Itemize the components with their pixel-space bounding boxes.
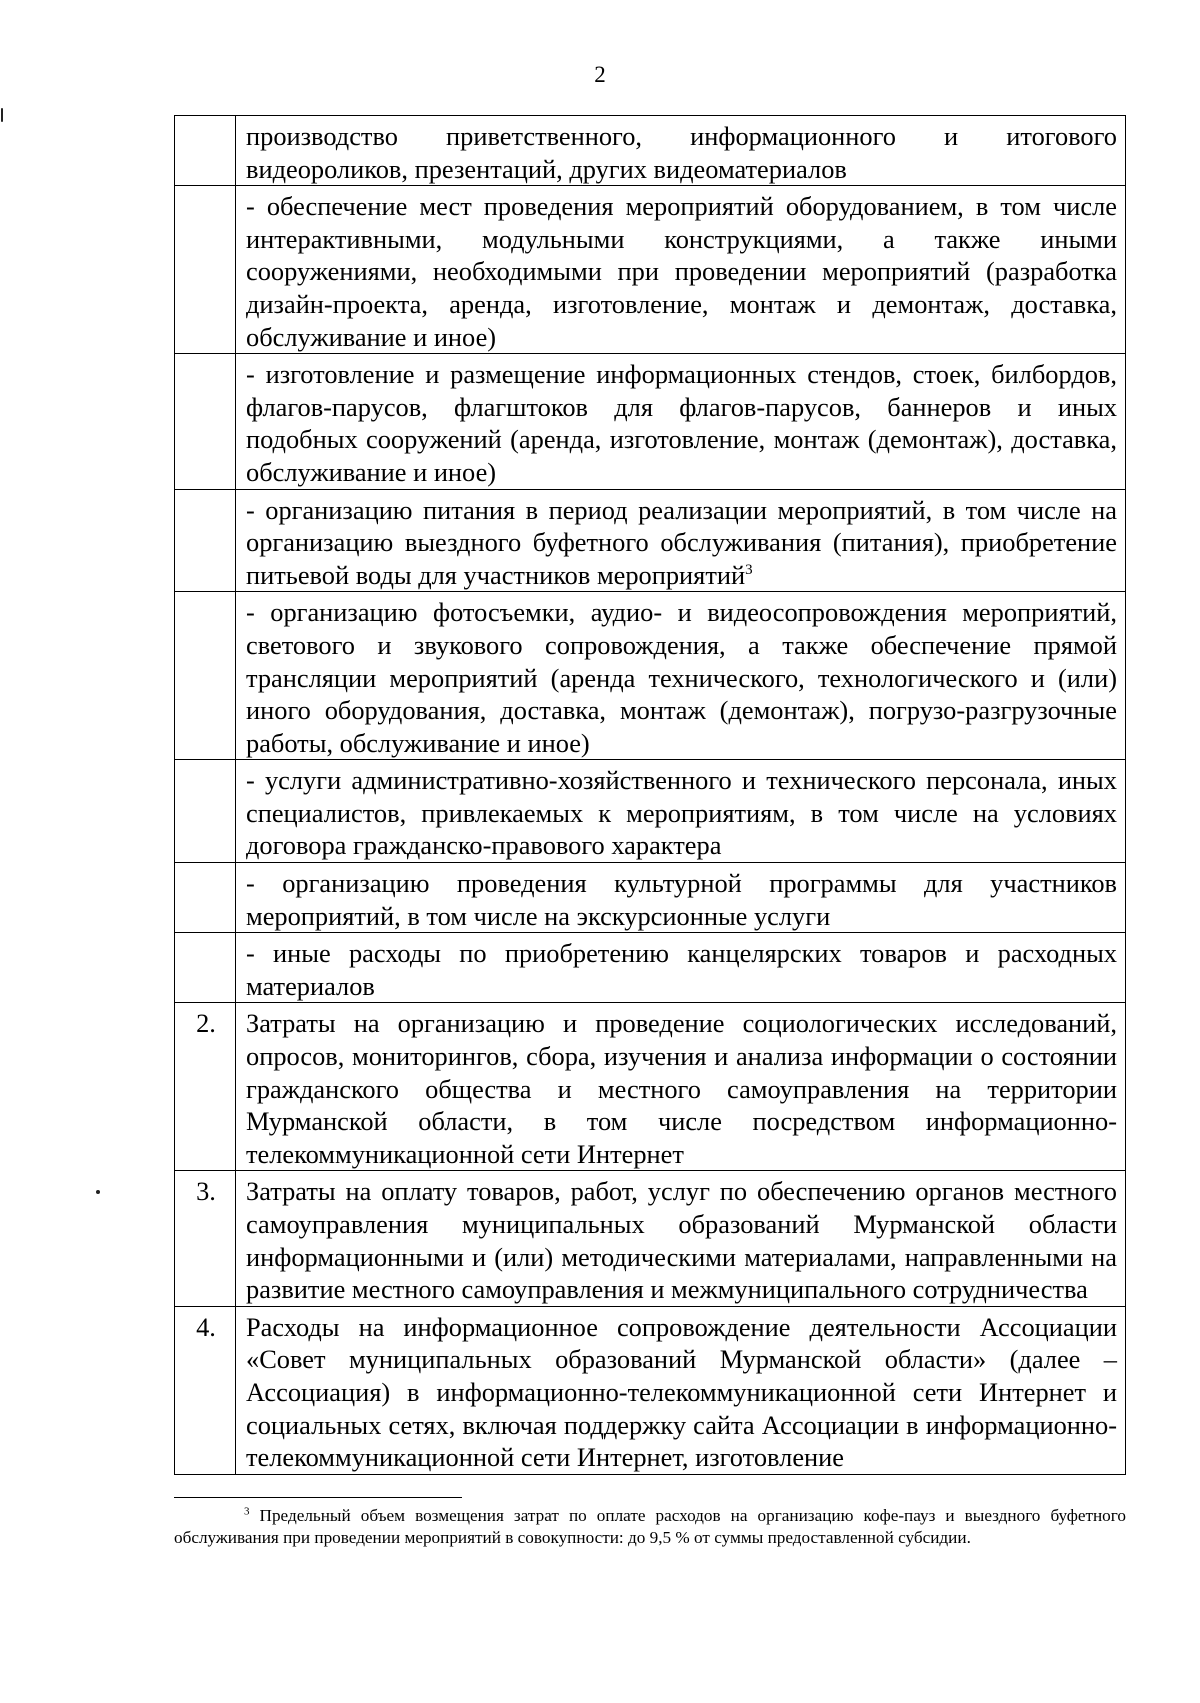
table-row (175, 1003, 1126, 1171)
footnote-text: Предельный объем возмещения затрат по оплате расходов на организацию кофе-пауз и выездного буфетного обслуживания при проведении мероприятий в совокупности: до 9,5 % от суммы предоставленной субсидии. (174, 1506, 1126, 1547)
row-number-cell: 2. (175, 1003, 236, 1171)
footnote (174, 1505, 1126, 1549)
expense-table-body (175, 116, 1126, 1475)
footnote-marker: 3 (244, 1505, 250, 1518)
row-text-cell (236, 1171, 1126, 1306)
row-number-cell (175, 186, 236, 354)
table-row (175, 489, 1126, 592)
row-text-cell (236, 592, 1126, 760)
row-number-cell (175, 592, 236, 760)
footnote-divider (174, 1497, 462, 1498)
row-number-cell (175, 116, 236, 186)
table-row (175, 1171, 1126, 1306)
table-row (175, 1306, 1126, 1474)
scan-speck (96, 1190, 100, 1194)
row-text-cell (236, 760, 1126, 863)
scan-speck (1, 108, 3, 122)
table-row (175, 863, 1126, 933)
row-number-cell (175, 354, 236, 489)
row-number-cell (175, 863, 236, 933)
row-text: - услуги административно-хозяйственного и технического персонала, иных специалистов, привлекаемых к мероприятиям, в том числе на условиях договора гражданско-правового характера (246, 765, 1117, 861)
row-text: - организацию проведения культурной программы для участников мероприятий, в том числе на экскурсионные услуги (246, 868, 1117, 931)
row-text: - изготовление и размещение информационных стендов, стоек, билбордов, флагов-парусов, флагштоков для флагов-парусов, баннеров и иных подобных сооружений (аренда, изготовление, монтаж (демонтаж), доставка, обслуживание и иное) (246, 359, 1117, 487)
table-row (175, 933, 1126, 1003)
row-text-cell (236, 186, 1126, 354)
row-text: - организацию фотосъемки, аудио- и видеосопровождения мероприятий, светового и звукового сопровождения, а также обеспечение прямой трансляции мероприятий (аренда технического, технологического и (или) иного оборудования, доставка, монтаж (демонтаж), погрузо-разгрузочные работы, обслуживание и иное) (246, 597, 1117, 758)
row-text: Расходы на информационное сопровождение деятельности Ассоциации «Совет муниципальных образований Мурманской области» (далее – Ассоциация) в информационно-телекоммуникационной сети Интернет и социальных сетях, включая поддержку сайта Ассоциации в информационно-телекоммуникационной сети Интернет, изготовление (246, 1311, 1117, 1473)
row-text-cell (236, 933, 1126, 1003)
row-number-cell (175, 760, 236, 863)
row-text-cell (236, 1003, 1126, 1171)
row-text-cell (236, 116, 1126, 186)
row-text: Затраты на оплату товаров, работ, услуг по обеспечению органов местного самоуправления муниципальных образований Мурманской области информационными и (или) методическими материалами, направленными на развитие местного самоуправления и межмуниципального сотрудничества (246, 1176, 1117, 1305)
page-number: 2 (594, 62, 606, 87)
row-text: - обеспечение мест проведения мероприятий оборудованием, в том числе интерактивными, модульными конструкциями, а также иными сооружениями, необходимыми при проведении мероприятий (разработка дизайн-проекта, аренда, изготовление, монтаж и демонтаж, доставка, обслуживание и иное) (246, 191, 1117, 352)
row-number-cell (175, 933, 236, 1003)
row-text: Затраты на организацию и проведение социологических исследований, опросов, мониторингов, сбора, изучения и анализа информации о состоянии гражданского общества и местного самоуправления на территории Мурманской области, в том числе посредством информационно-телекоммуникационной сети Интернет (246, 1008, 1117, 1169)
table-row (175, 592, 1126, 760)
row-number-cell: 4. (175, 1306, 236, 1474)
row-text: - организацию питания в период реализации мероприятий, в том числе на организацию выездного буфетного обслуживания (питания), приобретение питьевой воды для участников мероприятий (246, 494, 1117, 590)
row-number-cell: 3. (175, 1171, 236, 1306)
expense-table (174, 115, 1126, 1475)
row-text-cell (236, 1306, 1126, 1474)
row-text-cell (236, 489, 1126, 592)
table-row (175, 186, 1126, 354)
table-row (175, 354, 1126, 489)
row-text: производство приветственного, информационного и итогового видеороликов, презентаций, других видеоматериалов (246, 121, 1117, 184)
row-text-cell (236, 863, 1126, 933)
row-number-cell (175, 489, 236, 592)
row-text-cell (236, 354, 1126, 489)
row-text: - иные расходы по приобретению канцелярских товаров и расходных материалов (246, 938, 1117, 1001)
table-row (175, 760, 1126, 863)
table-row (175, 116, 1126, 186)
footnote-reference: 3 (745, 561, 753, 578)
